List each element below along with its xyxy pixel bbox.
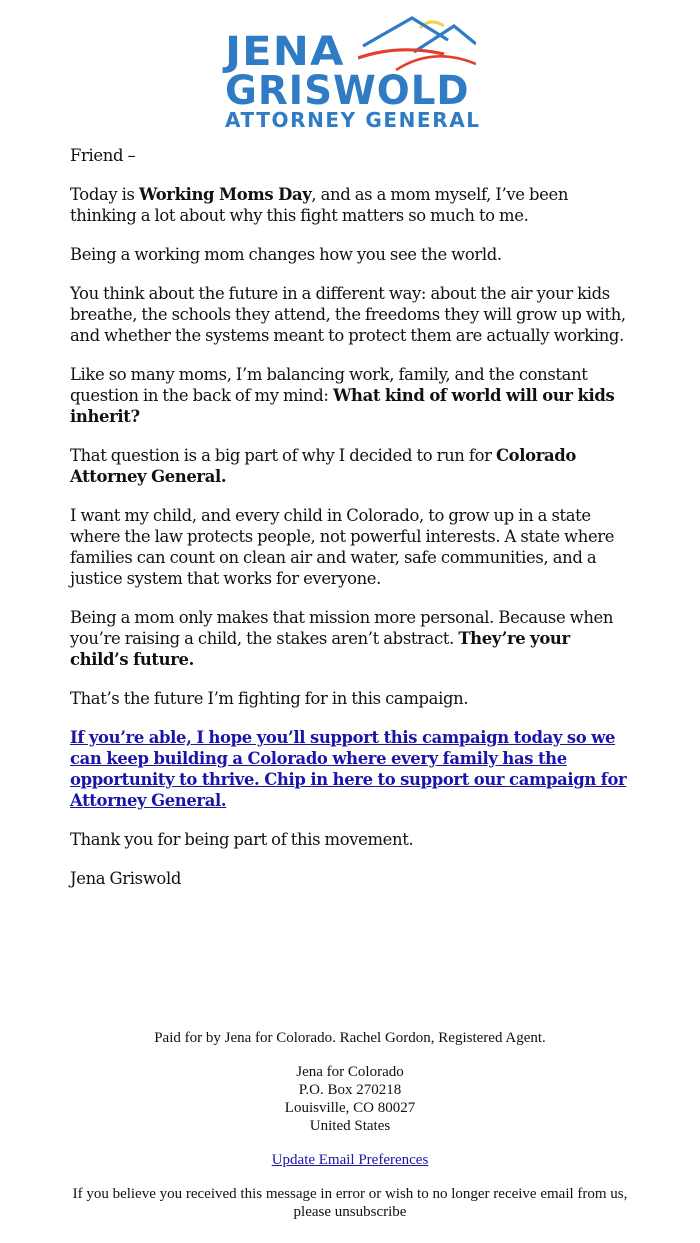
text: Being a mom only makes that mission more personal. Because when you’re raising a child, the stakes aren’t abstract.: [70, 608, 614, 648]
logo-name-first: JENA: [225, 29, 345, 75]
donate-link[interactable]: If you’re able, I hope you’ll support this campaign today so we can keep building a Colorado where every family has the opportunity to thrive. Chip in here to support our campaign for Attorney General.: [70, 728, 627, 810]
unsubscribe-notice: If you believe you received this message in error or wish to no longer receive email from us, please unsubscribe: [72, 1186, 628, 1220]
paragraph-7: [70, 607, 630, 670]
paid-for-disclaimer: Paid for by Jena for Colorado. Rachel Gordon, Registered Agent.: [154, 1030, 546, 1046]
greeting: Friend –: [70, 146, 136, 165]
text: Like so many moms, I’m balancing work, family, and the constant question in the back of my mind:: [70, 365, 588, 405]
paragraph-5: [70, 445, 630, 487]
paragraph-3: You think about the future in a different way: about the air your kids breathe, the schools they attend, the freedoms they will grow up with, and whether the systems meant to protect them are actually working.: [70, 284, 626, 345]
bold-text: What kind of world will our kids inherit?: [70, 386, 615, 426]
text: That question is a big part of why I decided to run for: [70, 446, 496, 465]
email-footer: [60, 1029, 640, 1237]
address-line: Louisville, CO 80027: [284, 1100, 416, 1116]
update-preferences-paragraph: [60, 1151, 640, 1169]
address-line: P.O. Box 270218: [298, 1082, 402, 1098]
update-email-preferences-link[interactable]: Update Email Preferences: [271, 1152, 429, 1168]
email-body: [70, 145, 630, 907]
address-line: United States: [309, 1118, 391, 1134]
donate-paragraph: [70, 727, 630, 811]
address-line: Jena for Colorado: [296, 1064, 404, 1080]
mountains-sun-icon: [358, 14, 476, 76]
bold-text: Working Moms Day: [138, 185, 312, 204]
campaign-logo: [222, 14, 482, 132]
signature: Jena Griswold: [70, 869, 181, 888]
logo-title: ATTORNEY GENERAL: [225, 108, 481, 132]
paragraph-1: [70, 184, 630, 226]
paragraph-8: That’s the future I’m fighting for in this campaign.: [70, 689, 469, 708]
paragraph-4: [70, 364, 630, 427]
paragraph-9: Thank you for being part of this movement.: [70, 830, 414, 849]
text: , and as a mom myself, I’ve been thinking a lot about why this fight matters so much to me.: [70, 185, 569, 225]
paragraph-6: I want my child, and every child in Colorado, to grow up in a state where the law protects people, not powerful interests. A state where families can count on clean air and water, safe communities, and a justice system that works for everyone.: [70, 506, 615, 588]
bold-text: They’re your child’s future.: [70, 629, 570, 669]
bold-text: Colorado Attorney General.: [70, 446, 576, 486]
paragraph-2: Being a working mom changes how you see the world.: [70, 245, 502, 264]
mailing-address: [60, 1063, 640, 1135]
text: Today is: [70, 185, 139, 204]
logo-name-last: GRISWOLD: [225, 68, 470, 114]
